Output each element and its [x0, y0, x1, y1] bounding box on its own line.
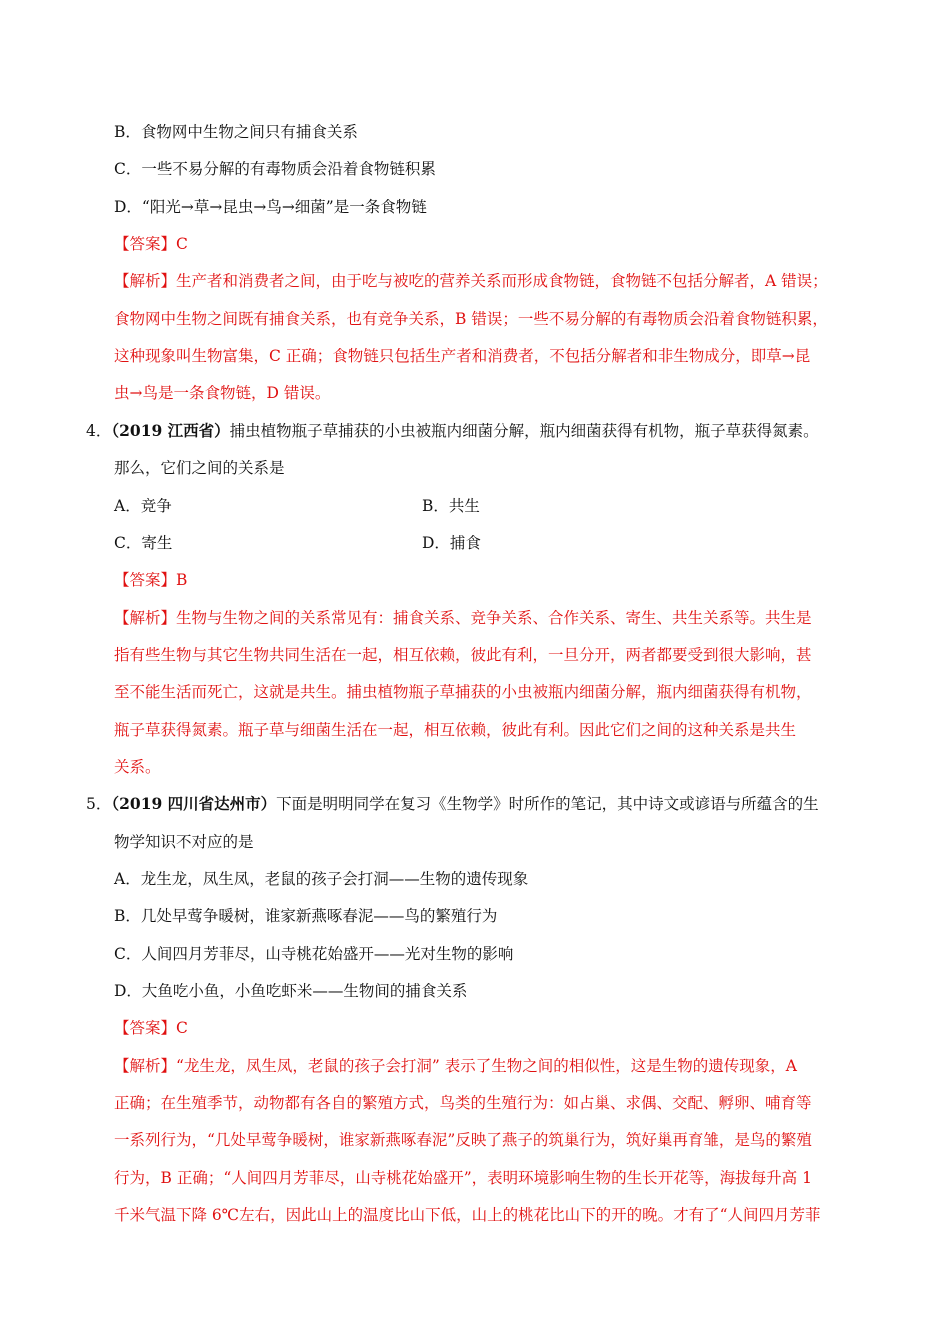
q3-explanation-line: 虫→鸟是一条食物链，D 错误。	[114, 384, 331, 402]
q4-option-d: D．捕食	[422, 534, 481, 552]
q3-explanation-line: 这种现象叫生物富集，C 正确；食物链只包括生产者和消费者，不包括分解者和非生物成分，即草→昆	[114, 347, 811, 365]
q5-explanation-line: 一系列行为，“几处早莺争暖树，谁家新燕啄春泥”反映了燕子的筑巢行为，筑好巢再育雏，是鸟的繁殖	[114, 1131, 812, 1149]
q5-explanation-line: 行为，B 正确；“人间四月芳菲尽，山寺桃花始盛开”，表明环境影响生物的生长开花等，海拔每升高 1	[114, 1169, 812, 1187]
q5-option-c: C．人间四月芳菲尽，山寺桃花始盛开——光对生物的影响	[114, 945, 514, 963]
q3-option-b: B．食物网中生物之间只有捕食关系	[114, 123, 358, 141]
q5-answer: 【答案】C	[114, 1019, 188, 1037]
q5-explanation-line: 【解析】“龙生龙，凤生凤，老鼠的孩子会打洞” 表示了生物之间的相似性，这是生物的遗传现象，A	[114, 1057, 797, 1075]
q5-explanation-line: 千米气温下降 6℃左右，因此山上的温度比山下低，山上的桃花比山下的开的晚。才有了“人间四月芳菲	[114, 1206, 821, 1224]
q4-explanation-line: 【解析】生物与生物之间的关系常见有：捕食关系、竞争关系、合作关系、寄生、共生关系等。共生是	[114, 609, 812, 627]
q5-option-d: D．大鱼吃小鱼，小鱼吃虾米——生物间的捕食关系	[114, 982, 468, 1000]
q5-option-b: B．几处早莺争暖树，谁家新燕啄春泥——鸟的繁殖行为	[114, 907, 498, 925]
q3-explanation-line: 【解析】生产者和消费者之间，由于吃与被吃的营养关系而形成食物链，食物链不包括分解者，A 错误；	[114, 272, 828, 290]
q4-option-b: B．共生	[422, 497, 480, 515]
q4-explanation-line: 瓶子草获得氮素。瓶子草与细菌生活在一起，相互依赖，彼此有利。因此它们之间的这种关系是共生	[114, 721, 797, 739]
q4-option-c: C．寄生	[114, 534, 173, 552]
q3-option-c: C．一些不易分解的有毒物质会沿着食物链积累	[114, 160, 436, 178]
q5-number: 5．	[86, 795, 112, 813]
q5-stem-continued: 物学知识不对应的是	[114, 833, 254, 851]
q4-explanation-line: 关系。	[114, 758, 161, 776]
q4-stem-continued: 那么，它们之间的关系是	[114, 459, 285, 477]
q4-option-a: A．竞争	[114, 497, 172, 515]
q4-source: （2019 江西省）	[111, 421, 230, 440]
q4-answer: 【答案】B	[114, 571, 188, 589]
q5-option-a: A．龙生龙，凤生凤，老鼠的孩子会打洞——生物的遗传现象	[114, 870, 529, 888]
q5-source: （2019 四川省达州市）	[111, 794, 277, 813]
q4-explanation-line: 至不能生活而死亡，这就是共生。捕虫植物瓶子草捕获的小虫被瓶内细菌分解，瓶内细菌获得有机物，	[114, 683, 812, 701]
q3-answer: 【答案】C	[114, 235, 188, 253]
q4-stem-text: 捕虫植物瓶子草捕获的小虫被瓶内细菌分解，瓶内细菌获得有机物，瓶子草获得氮素。	[229, 422, 819, 440]
q5-stem	[86, 794, 819, 814]
q4-stem	[86, 421, 819, 441]
q4-explanation-line: 指有些生物与其它生物共同生活在一起，相互依赖，彼此有利，一旦分开，两者都要受到很大影响，甚	[114, 646, 812, 664]
q5-stem-text: 下面是明明同学在复习《生物学》时所作的笔记，其中诗文或谚语与所蕴含的生	[276, 795, 819, 813]
q4-number: 4．	[86, 422, 112, 440]
q3-explanation-line: 食物网中生物之间既有捕食关系，也有竞争关系，B 错误；一些不易分解的有毒物质会沿着食物链积累，	[114, 310, 828, 328]
q3-option-d: D．“阳光→草→昆虫→鸟→细菌”是一条食物链	[114, 198, 427, 216]
q5-explanation-line: 正确；在生殖季节，动物都有各自的繁殖方式，鸟类的生殖行为：如占巢、求偶、交配、孵卵、哺育等	[114, 1094, 812, 1112]
